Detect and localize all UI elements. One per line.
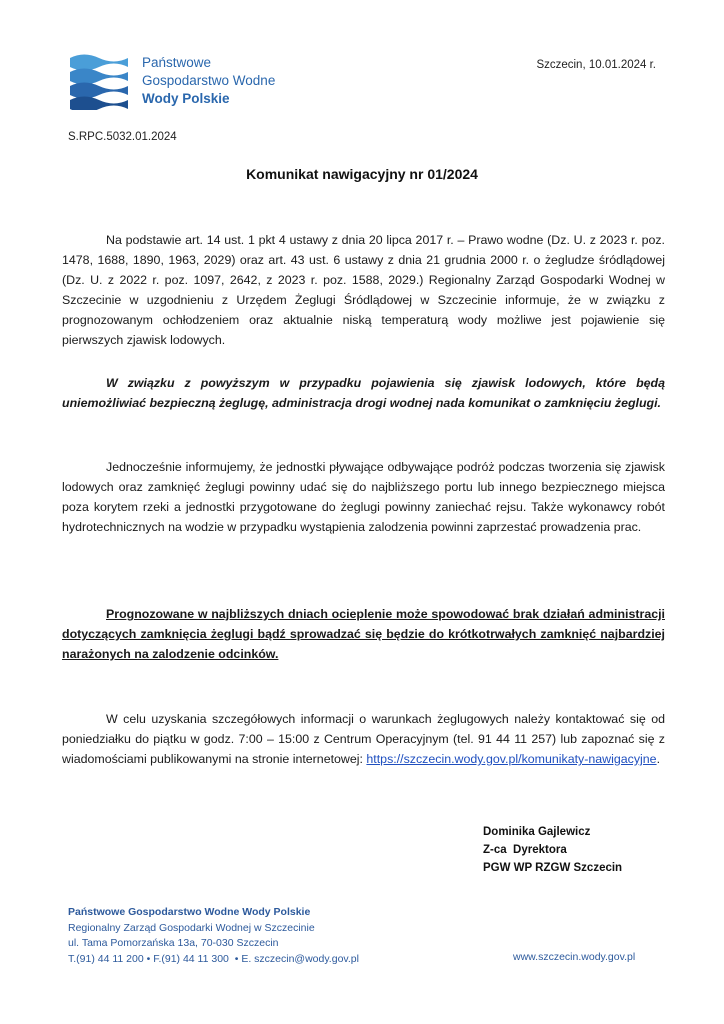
footer-website[interactable]: www.szczecin.wody.gov.pl	[513, 951, 636, 963]
signatory-name: Dominika Gajlewicz	[483, 826, 591, 838]
page-title: Komunikat nawigacyjny nr 01/2024	[246, 166, 478, 182]
org-line-1: Państwowe	[142, 55, 212, 70]
paragraph-closure-notice: W związku z powyższym w przypadku pojawienia się zjawisk lodowych, które będą uniemożliwiać bezpieczną żeglugę, administracja drogi wodnej nada komunikat o zamknięciu żeglugi.	[62, 376, 665, 410]
org-line-2: Gospodarstwo Wodne	[142, 73, 276, 88]
paragraph-forecast: Prognozowane w najbliższych dniach ocieplenie może spowodować brak działań administracji dotyczących zamknięcia żeglugi bądź sprowadzać się będzie do krótkotrwałych zamknięć najbardziej narażonych na zalodzenie odcinków.	[62, 607, 665, 661]
footer-address	[68, 905, 359, 967]
paragraph-vessel-instructions: Jednocześnie informujemy, że jednostki pływające odbywające podróż podczas tworzenia się zjawisk lodowych oraz zamknięć żeglugi powinny udać się do najbliższego portu lub innego bezpiecznego miejsca poza korytem rzeki a jednostki przygotowane do żeglugi powinny zaniechać rejsu. Także wykonawcy robót hydrotechnicznych na wodzie w przypadku wystąpienia zalodzenia powinni zaprzestać prowadzenia prac.	[62, 460, 665, 534]
organization-name	[142, 54, 275, 108]
contact-text: W celu uzyskania szczegółowych informacji o warunkach żeglugowych należy kontaktować się od poniedziałku do piątku w godz. 7:00 – 15:00 z Centrum Operacyjnym (tel. 91 44 11 257) lub zapoznać się z wiadomościami publikowanymi na stronie internetowej:	[62, 712, 665, 766]
contact-end: .	[656, 752, 661, 766]
org-line-3: Wody Polskie	[142, 91, 230, 106]
paragraph-legal-basis: Na podstawie art. 14 ust. 1 pkt 4 ustawy z dnia 20 lipca 2017 r. – Prawo wodne (Dz. U. z 2023 r. poz. 1478, 1688, 1890, 1963, 2029) oraz art. 43 ust. 6 ustawy z dnia 21 grudnia 2000 r. o żegludze śródlądowej (Dz. U. z 2022 r. poz. 1097, 2642, z 2023 r. poz. 1588, 2029.) Regionalny Zarząd Gospodarki Wodnej w Szczecinie w uzgodnieniu z Urzędem Żeglugi Śródlądowej w Szczecinie informuje, że w związku z prognozowanym ochłodzeniem oraz aktualnie niską temperaturą wody możliwe jest pojawienie się pierwszych zjawisk lodowych.	[62, 233, 665, 347]
footer-org: Państwowe Gospodarstwo Wodne Wody Polskie	[68, 906, 311, 918]
signature-block	[483, 823, 622, 877]
footer-street: ul. Tama Pomorzańska 13a, 70-030 Szczecin	[68, 937, 279, 949]
document-date: Szczecin, 10.01.2024 r.	[536, 59, 656, 71]
footer-contacts: T.(91) 44 11 200 • F.(91) 44 11 300 • E. szczecin@wody.gov.pl	[68, 952, 359, 965]
signatory-role: Z-ca Dyrektora	[483, 844, 567, 856]
reference-number: S.RPC.5032.01.2024	[68, 131, 177, 143]
footer-region: Regionalny Zarząd Gospodarki Wodnej w Szczecinie	[68, 921, 315, 934]
announcements-link[interactable]: https://szczecin.wody.gov.pl/komunikaty-nawigacyjne	[366, 752, 657, 766]
signatory-unit: PGW WP RZGW Szczecin	[483, 862, 623, 874]
wody-polskie-logo	[68, 52, 130, 110]
paragraph-contact	[62, 709, 665, 769]
